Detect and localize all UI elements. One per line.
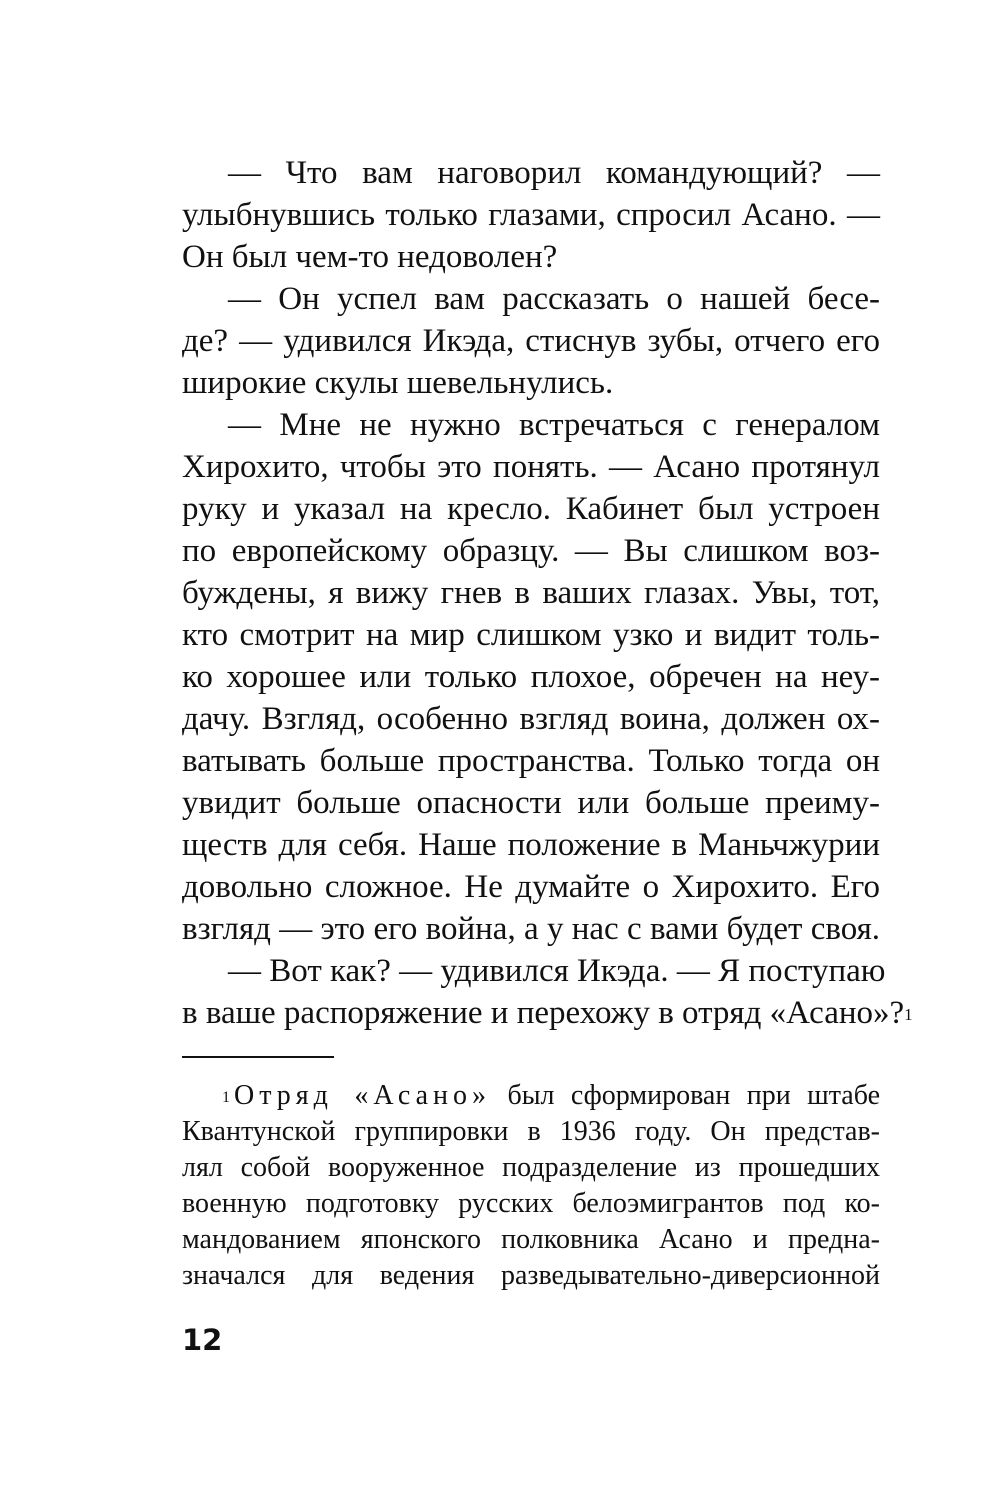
text-line: Хирохито, чтобы это понять. — Асано протянул <box>182 449 880 485</box>
text-line: буждены, я вижу гнев в ваших глазах. Увы, тот, <box>182 575 880 611</box>
text-line: дачу. Взгляд, особенно взгляд воина, должен ох- <box>182 701 880 737</box>
text-line: — Что вам наговорил командующий? — <box>228 155 880 191</box>
text-line: ватывать больше пространства. Только тогда он <box>182 743 880 779</box>
text-line: де? — удивился Икэда, стиснув зубы, отчего его <box>182 323 880 359</box>
text-line: широкие скулы шевельнулись. <box>182 365 614 401</box>
text-line: кто смотрит на мир слишком узко и видит толь- <box>182 617 880 653</box>
footnote-line: военную подготовку русских белоэмигрантов под ко- <box>182 1188 880 1219</box>
footnote-line: Квантунской группировки в 1936 году. Он представ- <box>182 1116 880 1147</box>
footnote-line: лял собой вооруженное подразделение из прошедших <box>182 1152 880 1183</box>
footnote-reference: 1 <box>904 1005 913 1024</box>
text-line: увидит больше опасности или больше преиму- <box>182 785 880 821</box>
text-line-with-footnote <box>182 992 913 1034</box>
text-line: ко хорошее или только плохое, обречен на неу- <box>182 659 880 695</box>
footnote-line: значался для ведения разведывательно-диверсионной <box>182 1260 880 1291</box>
text-line: ществ для себя. Наше положение в Маньчжурии <box>182 827 880 863</box>
text-line: — Мне не нужно встречаться с генералом <box>228 407 880 443</box>
footnote-term: Отряд «Асано» <box>234 1080 492 1111</box>
footnote-line <box>182 1078 880 1114</box>
page-number: 12 <box>182 1323 223 1357</box>
text-line: по европейскому образцу. — Вы слишком воз- <box>182 533 880 569</box>
text-line: Он был чем-то недоволен? <box>182 239 558 275</box>
text-line: — Вот как? — удивился Икэда. — Я поступаю <box>228 953 886 989</box>
text-line: взгляд — это его война, а у нас с вами будет своя. <box>182 911 880 947</box>
text-line: руку и указал на кресло. Кабинет был устроен <box>182 491 880 527</box>
footnote <box>182 1078 880 1294</box>
text-line: — Он успел вам рассказать о нашей бесе- <box>228 281 880 317</box>
text-line: довольно сложное. Не думайте о Хирохито. Его <box>182 869 880 905</box>
text-line: в ваше распоряжение и перехожу в отряд «Асано»? <box>182 995 905 1031</box>
footnote-divider <box>182 1056 334 1058</box>
text-line: улыбнувшись только глазами, спросил Асано. — <box>182 197 880 233</box>
footnote-text: был сформирован при штабе <box>507 1080 880 1111</box>
main-text <box>182 152 913 1034</box>
footnote-mark: 1 <box>222 1089 230 1106</box>
footnote-line: мандованием японского полковника Асано и предна- <box>182 1224 880 1255</box>
